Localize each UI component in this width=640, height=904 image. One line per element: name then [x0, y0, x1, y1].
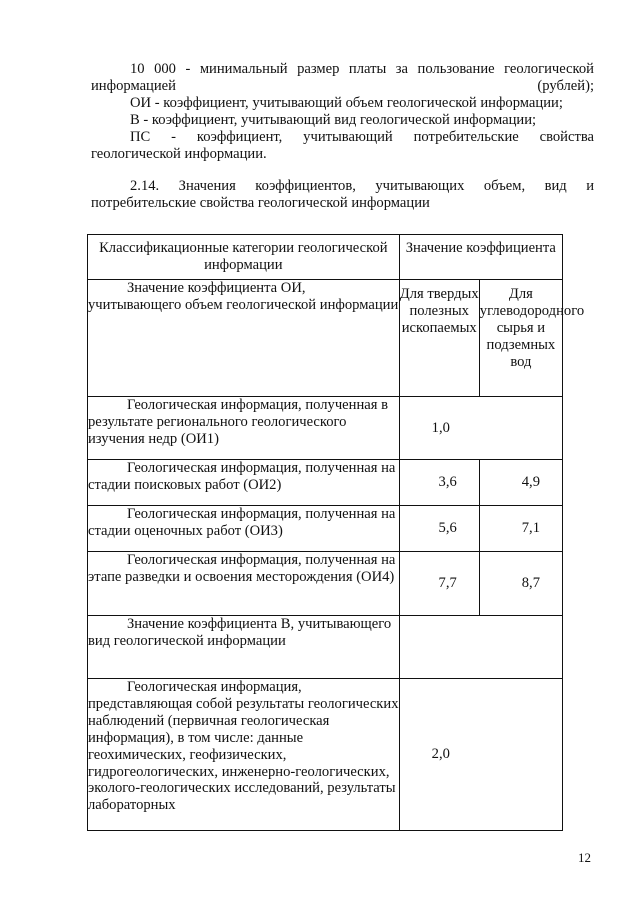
table-row-label: Геологическая информация, полученная на стадии оценочных работ (ОИ3): [88, 506, 400, 552]
intro-paragraph: ПС - коэффициент, учитывающий потребительские свойства геологической информации.: [91, 128, 594, 162]
value-cell: 5,6: [399, 506, 479, 552]
intro-paragraph: ОИ - коэффициент, учитывающий объем геологической информации;: [130, 94, 563, 111]
header-category: Классификационные категории геологической информации: [88, 235, 400, 280]
table-row-label: Геологическая информация, полученная на этапе разведки и освоения месторождения (ОИ4): [88, 552, 400, 616]
section-heading: 2.14. Значения коэффициентов, учитывающих объем, вид и потребительские свойства геологической информации: [91, 178, 594, 212]
column-solid-minerals: Для твердых полезных ископаемых: [399, 280, 479, 397]
table-row-label: Геологическая информация, представляющая собой результаты геологических наблюдений (первичная геологическая информация), в том числе: данные геохимических, геофизических, гидрогеологических, инженерно-геологических, эколого-геологических исследований, результаты лабораторных: [88, 679, 400, 831]
value-cell: 3,6: [399, 460, 479, 506]
header-value: Значение коэффициента: [399, 235, 562, 280]
coefficient-table: [87, 234, 585, 831]
empty-cell: [399, 616, 562, 679]
b-header-label: Значение коэффициента В, учитывающего вид геологической информации: [88, 616, 400, 679]
intro-paragraph: В - коэффициент, учитывающий вид геологической информации;: [130, 111, 537, 128]
value-cell: 2,0: [399, 679, 562, 831]
page-number: 12: [578, 850, 591, 865]
table-row-label: Геологическая информация, полученная на стадии поисковых работ (ОИ2): [88, 460, 400, 506]
value-cell: 8,7: [479, 552, 562, 616]
value-cell: 1,0: [399, 397, 562, 460]
value-cell: 7,7: [399, 552, 479, 616]
intro-paragraph: 10 000 - минимальный размер платы за пользование геологической информацией (рублей);: [91, 61, 594, 94]
value-cell: 4,9: [479, 460, 562, 506]
table-row-label: Геологическая информация, полученная в результате регионального геологического изучения недр (ОИ1): [88, 397, 400, 460]
intro-text: [91, 61, 594, 212]
column-hydrocarbons-water: Для углеводородного сырья и подземных вод: [479, 280, 562, 397]
value-cell: 7,1: [479, 506, 562, 552]
oi-header-label: Значение коэффициента ОИ, учитывающего объем геологической информации: [88, 280, 400, 397]
